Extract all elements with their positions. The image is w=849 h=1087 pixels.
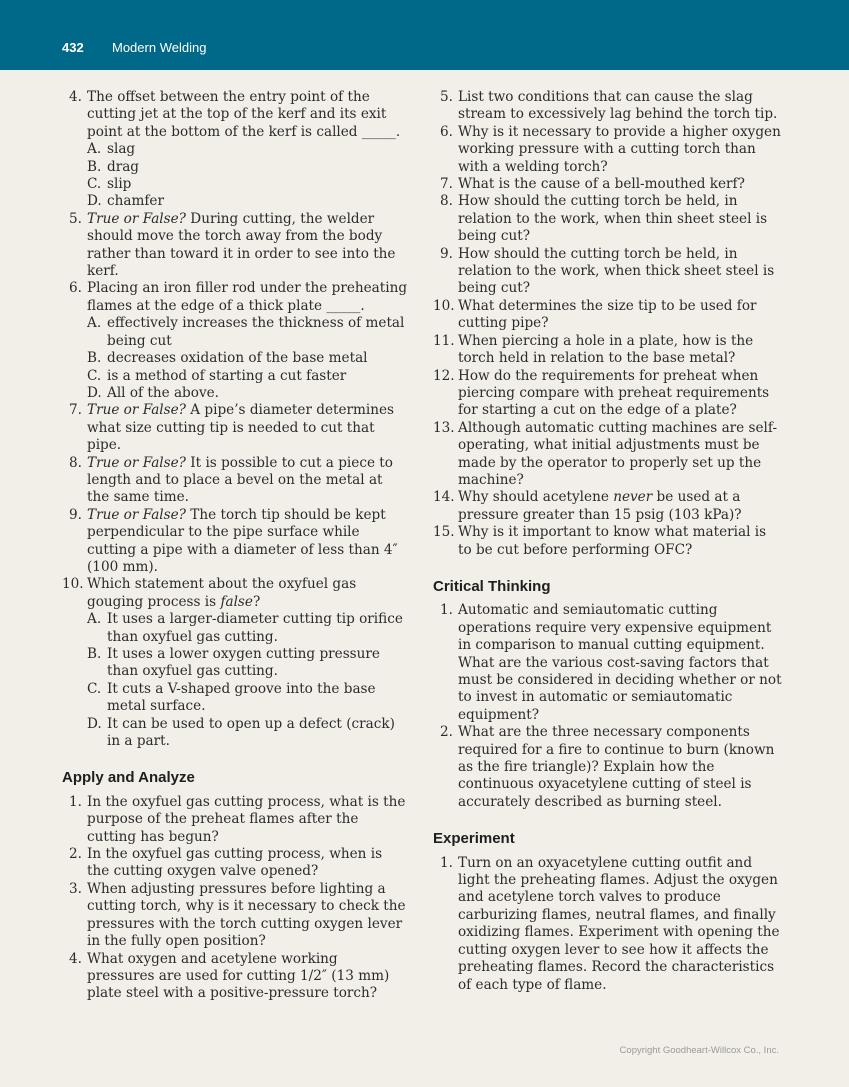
option: B. drag [87,158,140,175]
question-14: 14. Why should acetylene never be used at a pressure greater than 15 psig (103 kPa)? [433,489,742,523]
option: D. It can be used to open up a defect (crack) in a part. [87,715,395,750]
question-9: 9. True or False? The torch tip should be kept perpendicular to the pipe surface while cutting a pipe with a diameter of less than 4″ (100 mm). [69,506,398,575]
option: A. effectively increases the thickness of metal being cut [87,315,405,349]
question-13: 13. Although automatic cutting machines are self-operating, what initial adjustments must be made by the operator to properly set up the machine? [433,419,778,488]
question-10b: 10. What determines the size tip to be used for cutting pipe? [433,297,757,332]
option: C. It cuts a V-shaped groove into the base metal surface. [87,680,376,715]
option: D. chamfer [87,193,164,210]
question-4: 4. The offset between the entry point of the cutting jet at the top of the kerf and its exit point at the bottom of the kerf is called _____. A. slag B. drag C. slip D. chamfer [62,89,408,211]
question-6b: 6. Why is it necessary to provide a higher oxygen working pressure with a cutting torch than with a welding torch? [440,123,781,175]
left-column [62,89,408,1003]
option: C. is a method of starting a cut faster [87,367,347,384]
apply-analyze-heading: Apply and Analyze [62,769,195,787]
question-11: 11. When piercing a hole in a plate, how is the torch held in relation to the base metal? [433,332,754,367]
book-title: Modern Welding [112,40,207,55]
critical-question: 2. What are the three necessary components required for a fire to continue to burn (known as the fire triangle)? Explain how the continuous oxyacetylene cutting of steel is accurately described as burning steel. [440,724,775,810]
option: A. It uses a larger-diameter cutting tip orifice than oxyfuel gas cutting. [87,611,403,645]
question-15: 15. Why is it important to know what material is to be cut before performing OFC? [433,524,767,558]
options-list [87,141,408,211]
question-5b: 5. List two conditions that can cause the slag stream to excessively lag behind the torch tip. [440,89,778,123]
options-list [87,611,408,750]
question-10: 10. Which statement about the oxyfuel gas gouging process is false? A. It uses a larger-diameter cutting tip orifice than oxyfuel gas cutting. B. It uses a lower oxygen cutting pressure than oxyfuel gas cutting. C. It cuts a V-shaped groove into the base metal surface. D. It can be used to open up a defect (crack) in a part. [62,576,408,750]
experiment-list [433,855,783,994]
right-column [433,89,783,994]
experiment-item: 1. Turn on an oxyacetylene cutting outfit and light the preheating flames. Adjust the oxygen and acetylene torch valves to produce carburizing flames, neutral flames, and finally oxidizing flames. Experiment with opening the cutting oxygen lever to see how it affects the preheating flames. Record the characteristics of each type of flame. [440,854,780,993]
critical-thinking-list [433,602,783,811]
question-8b: 8. How should the cutting torch be held, in relation to the work, when thin sheet steel is being cut? [440,193,768,245]
experiment-heading: Experiment [433,830,515,848]
apply-question: 4. What oxygen and acetylene working pressures are used for cutting 1/2″ (13 mm) plate steel with a positive-pressure torch? [69,950,390,1002]
question-7b: 7. What is the cause of a bell-mouthed kerf? [440,176,745,193]
question-5: 5. True or False? During cutting, the welder should move the torch away from the body rather than toward it in order to see into the kerf. [69,210,396,280]
apply-question: 2. In the oxyfuel gas cutting process, when is the cutting oxygen valve opened? [69,846,383,880]
critical-question: 1. Automatic and semiautomatic cutting operations require very expensive equipment in comparison to manual cutting equipment. What are the various cost-saving factors that must be considered in deciding whether or not to invest in automatic or semiautomatic equipment? [440,602,782,723]
question-12: 12. How do the requirements for preheat when piercing compare with preheat requirements for starting a cut on the edge of a plate? [433,367,770,419]
critical-thinking-heading: Critical Thinking [433,577,551,595]
question-6: 6. Placing an iron filler rod under the preheating flames at the edge of a thick plate _____. A. effectively increases the thickness of metal being cut B. decreases oxidation of the base metal C. is a method of starting a cut faster D. All of the above. [69,280,408,401]
option: A. slag [87,141,136,158]
review-questions-right [433,89,783,559]
option: B. It uses a lower oxygen cutting pressure than oxyfuel gas cutting. [87,646,380,680]
page-header-bar [0,0,849,70]
question-7: 7. True or False? A pipe’s diameter determines what size cutting tip is needed to cut that pipe. [69,402,395,454]
apply-analyze-list [62,794,408,1003]
option: B. decreases oxidation of the base metal [87,350,368,367]
apply-question: 3. When adjusting pressures before lighting a cutting torch, why is it necessary to check the pressures with the torch cutting oxygen lever in the fully open position? [69,880,406,950]
page-number: 432 [62,40,84,55]
options-list [87,315,408,402]
question-9b: 9. How should the cutting torch be held, in relation to the work, when thick sheet steel is being cut? [440,245,775,297]
question-8: 8. True or False? It is possible to cut a piece to length and to place a bevel on the metal at the same time. [69,454,393,506]
option: C. slip [87,176,132,193]
review-questions-left [62,89,408,750]
copyright-footer: Copyright Goodheart-Willcox Co., Inc. [619,1045,779,1056]
option: D. All of the above. [87,384,219,401]
apply-question: 1. In the oxyfuel gas cutting process, what is the purpose of the preheat flames after the cutting has begun? [69,793,406,845]
